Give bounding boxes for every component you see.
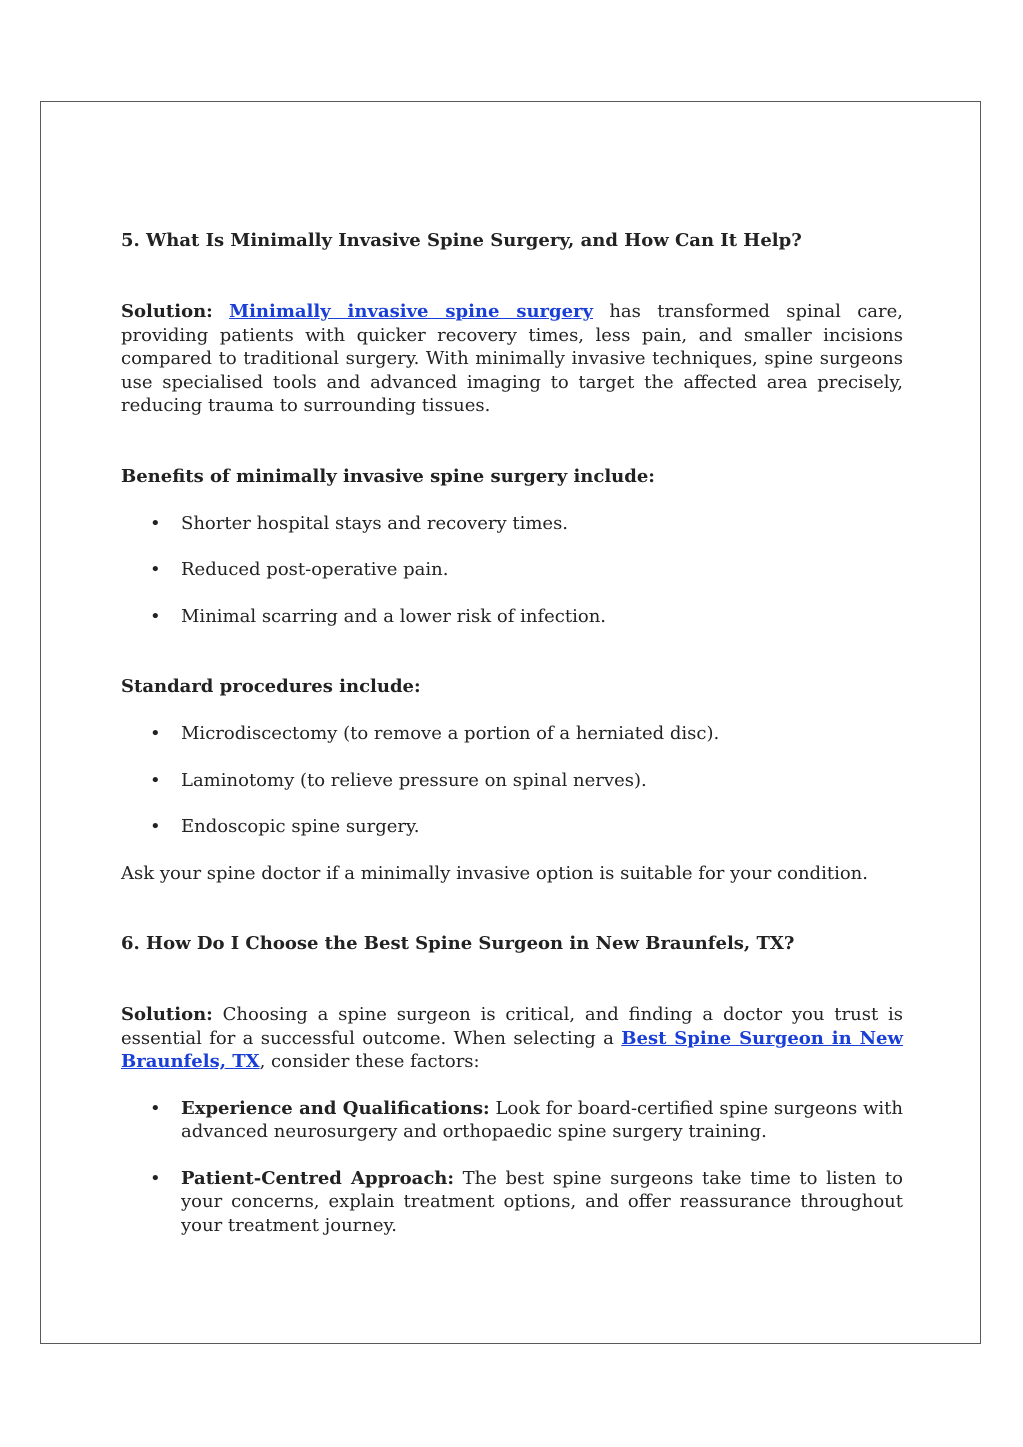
bullet-icon: •	[150, 1097, 161, 1119]
section5-solution-paragraph	[121, 300, 903, 418]
bullet-icon: •	[150, 723, 161, 744]
bullet-icon: •	[150, 512, 161, 534]
list-item	[121, 605, 903, 629]
section6-solution-text-after: , consider these factors:	[259, 1051, 480, 1072]
list-item-text: Minimal scarring and a lower risk of infection.	[181, 605, 607, 627]
list-item	[121, 1167, 903, 1238]
section6-solution-paragraph	[121, 1003, 903, 1074]
factors-list	[121, 1097, 903, 1238]
list-item	[121, 512, 903, 536]
bullet-icon: •	[150, 816, 161, 837]
procedures-heading: Standard procedures include:	[121, 676, 421, 697]
minimally-invasive-spine-surgery-link[interactable]: Minimally invasive spine surgery	[229, 301, 593, 322]
factor-text: Look for board-certified spine surgeons with advanced neurosurgery and orthopaedic spine surgery training.	[181, 1097, 903, 1142]
benefits-list	[121, 512, 903, 629]
list-item-text: Microdiscectomy (to remove a portion of a herniated disc).	[181, 723, 720, 744]
factor-label: Patient-Centred Approach:	[181, 1167, 455, 1189]
bullet-icon: •	[150, 1167, 161, 1189]
factor-label: Experience and Qualifications:	[181, 1097, 490, 1119]
section5-solution-label: Solution:	[121, 301, 213, 322]
list-item-text: Reduced post-operative pain.	[181, 559, 449, 580]
list-item	[121, 1097, 903, 1144]
section6-solution-label: Solution:	[121, 1004, 213, 1025]
list-item	[121, 769, 903, 793]
list-item-text: Laminotomy (to relieve pressure on spinal nerves).	[181, 769, 647, 791]
benefits-heading: Benefits of minimally invasive spine surgery include:	[121, 465, 655, 487]
section5-solution-text: has transformed spinal care, providing patients with quicker recovery times, less pain, and smaller incisions compared to traditional surgery. With minimally invasive techniques, spine surgeons use specialised tools and advanced imaging to target the affected area precisely, reducing trauma to surrounding tissues.	[121, 301, 903, 416]
bullet-icon: •	[150, 769, 161, 791]
section5-heading: 5. What Is Minimally Invasive Spine Surgery, and How Can It Help?	[121, 230, 802, 251]
list-item-text: Shorter hospital stays and recovery times.	[181, 512, 569, 534]
procedures-list	[121, 722, 903, 839]
list-item-text: Endoscopic spine surgery.	[181, 816, 420, 837]
list-item	[121, 558, 903, 582]
best-spine-surgeon-link[interactable]: Best Spine Surgeon in New Braunfels, TX	[121, 1027, 904, 1072]
factor-text: The best spine surgeons take time to listen to your concerns, explain treatment options, and offer reassurance throughout your treatment journey.	[181, 1167, 903, 1236]
list-item	[121, 722, 903, 746]
list-item	[121, 815, 903, 839]
section6-heading: 6. How Do I Choose the Best Spine Surgeon in New Braunfels, TX?	[121, 933, 795, 954]
bullet-icon: •	[150, 605, 161, 627]
bullet-icon: •	[150, 559, 161, 580]
section6-solution-text: Choosing a spine surgeon is critical, and finding a doctor you trust is essential for a successful outcome. When selecting a	[121, 1004, 903, 1049]
section5-closing: Ask your spine doctor if a minimally invasive option is suitable for your condition.	[121, 862, 868, 884]
document-content	[121, 229, 903, 1237]
